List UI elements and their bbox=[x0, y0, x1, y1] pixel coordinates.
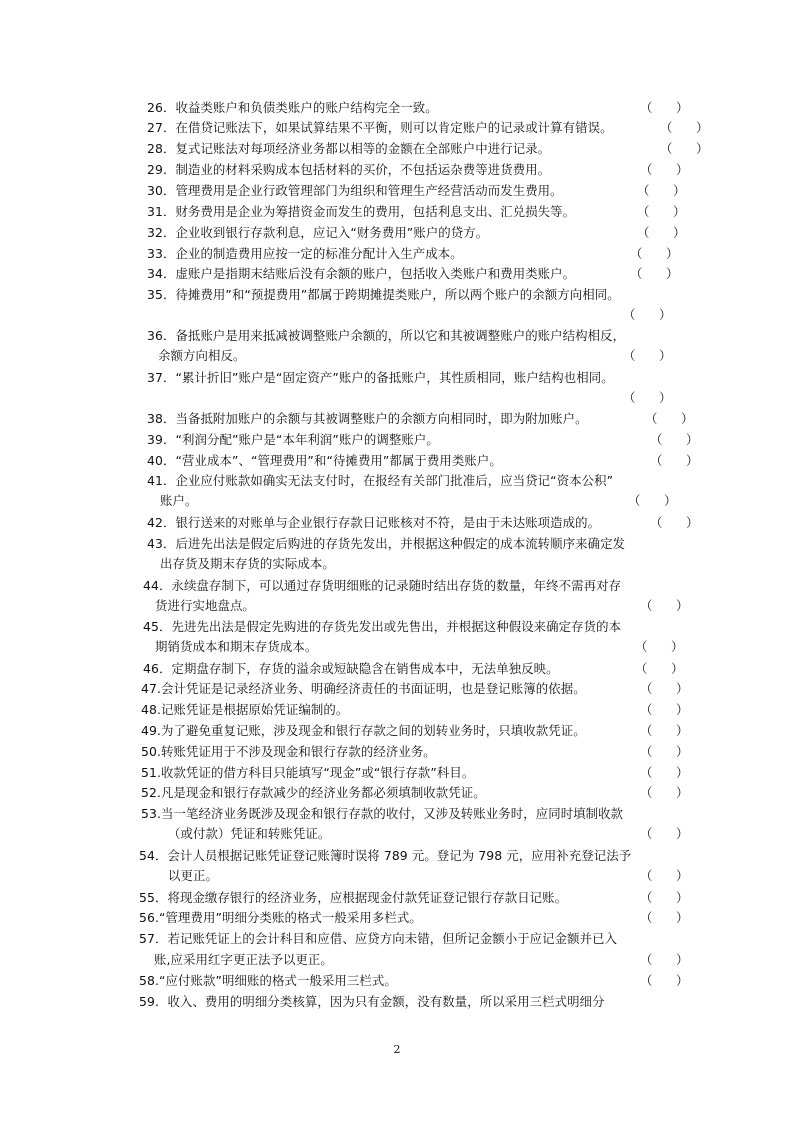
question-59-text: 59．收入、费用的明细分类核算，因为只有金额，没有数量，所以采用三栏式明细分 bbox=[139, 994, 605, 1009]
question-54-text: 54．会计人员根据记账凭证登记账簿时误将 789 元。登记为 798 元，应用补充登记法予 bbox=[139, 848, 632, 863]
question-36-line-2: 余额方向相反。 bbox=[158, 348, 246, 363]
answer-blank-56[interactable]: （ ） bbox=[640, 910, 689, 925]
question-30-text: 30．管理费用是企业行政管理部门为组织和管理生产经营活动而发生费用。 bbox=[147, 183, 563, 198]
answer-blank-29[interactable]: （ ） bbox=[640, 162, 689, 177]
question-43-line-2: 出存货及期末存货的实际成本。 bbox=[160, 556, 335, 571]
question-51-text: 51.收款凭证的借方科目只能填写“现金”或“银行存款”科目。 bbox=[141, 765, 475, 780]
answer-blank-32[interactable]: （ ） bbox=[637, 225, 686, 240]
question-52-text: 52.凡是现金和银行存款减少的经济业务都必须填制收款凭证。 bbox=[141, 785, 486, 800]
answer-blank-53[interactable]: （ ） bbox=[640, 826, 689, 841]
answer-blank-36[interactable]: （ ） bbox=[623, 348, 672, 363]
question-45-text: 45．先进先出法是假定先购进的存货先发出或先售出，并根据这种假设来确定存货的本 bbox=[143, 619, 622, 634]
answer-blank-54[interactable]: （ ） bbox=[640, 868, 689, 883]
answer-blank-45[interactable]: （ ） bbox=[635, 639, 684, 654]
question-37-text: 37．“累计折旧”账户是“固定资产”账户的备抵账户，其性质相同，账户结构也相同。 bbox=[147, 370, 614, 385]
question-57-line-2: 账,应采用红字更正法予以更正。 bbox=[154, 952, 333, 967]
question-41-text: 41．企业应付账款如确实无法支付时，在报经有关部门批准后，应当贷记“资本公积” bbox=[147, 473, 614, 488]
question-29-text: 29．制造业的材料采购成本包括材料的买价，不包括运杂费等进货费用。 bbox=[147, 162, 551, 177]
answer-blank-34[interactable]: （ ） bbox=[630, 266, 679, 281]
question-45-line-2: 期销货成本和期末存货成本。 bbox=[155, 639, 318, 654]
answer-blank-46[interactable]: （ ） bbox=[635, 661, 684, 676]
answer-blank-28[interactable]: （ ） bbox=[660, 141, 709, 156]
question-53-text: 53.当一笔经济业务既涉及现金和银行存款的收付，又涉及转账业务时，应同时填制收款 bbox=[141, 806, 624, 821]
answer-blank-57[interactable]: （ ） bbox=[640, 952, 689, 967]
answer-blank-51[interactable]: （ ） bbox=[640, 765, 689, 780]
question-33-text: 33．企业的制造费用应按一定的标准分配计入生产成本。 bbox=[147, 246, 463, 261]
question-50-text: 50.转账凭证用于不涉及现金和银行存款的经济业务。 bbox=[141, 744, 436, 759]
question-44-text: 44．永续盘存制下，可以通过存货明细账的记录随时结出存货的数量，年终不需再对存 bbox=[143, 578, 622, 593]
question-31-text: 31．财务费用是企业为筹措资金而发生的费用，包括利息支出、汇兑损失等。 bbox=[147, 204, 576, 219]
question-49-text: 49.为了避免重复记账，涉及现金和银行存款之间的划转业务时，只填收款凭证。 bbox=[141, 723, 586, 738]
question-43-text: 43．后进先出法是假定后购进的存货先发出，并根据这种假定的成本流转顺序来确定发 bbox=[147, 536, 626, 551]
question-42-text: 42．银行送来的对账单与企业银行存款日记账核对不符，是由于未达账项造成的。 bbox=[147, 515, 601, 530]
answer-blank-58[interactable]: （ ） bbox=[640, 973, 689, 988]
answer-blank-47[interactable]: （ ） bbox=[640, 681, 689, 696]
answer-blank-44[interactable]: （ ） bbox=[640, 598, 689, 613]
question-57-text: 57．若记账凭证上的会计科目和应借、应贷方向未错，但所记金额小于应记金额并已入 bbox=[139, 931, 618, 946]
answer-blank-30[interactable]: （ ） bbox=[637, 183, 686, 198]
question-58-text: 58.“应付账款”明细账的格式一般采用三栏式。 bbox=[139, 973, 397, 988]
answer-blank-49[interactable]: （ ） bbox=[640, 723, 689, 738]
answer-blank-31[interactable]: （ ） bbox=[637, 204, 686, 219]
question-36-text: 36．备抵账户是用来抵减被调整账户余额的，所以它和其被调整账户的账户结构相反， bbox=[147, 328, 626, 343]
question-35-text: 35．待摊费用”和“预提费用”都属于跨期摊提类账户，所以两个账户的余额方向相同。 bbox=[147, 287, 620, 302]
answer-blank-39[interactable]: （ ） bbox=[650, 432, 699, 447]
question-34-text: 34．虚账户是指期末结账后没有余额的账户，包括收入类账户和费用类账户。 bbox=[147, 266, 576, 281]
answer-blank-33[interactable]: （ ） bbox=[630, 246, 679, 261]
question-48-text: 48.记账凭证是根据原始凭证编制的。 bbox=[141, 702, 349, 717]
question-46-text: 46．定期盘存制下，存货的溢余或短缺隐含在销售成本中，无法单独反映。 bbox=[143, 661, 559, 676]
question-39-text: 39．“利润分配”账户是“本年利润”账户的调整账户。 bbox=[147, 432, 439, 447]
answer-blank-52[interactable]: （ ） bbox=[640, 785, 689, 800]
answer-blank-37[interactable]: （ ） bbox=[623, 390, 672, 405]
question-56-text: 56.“管理费用”明细分类账的格式一般采用多栏式。 bbox=[139, 910, 422, 925]
answer-blank-26[interactable]: （ ） bbox=[640, 100, 689, 115]
question-55-text: 55．将现金缴存银行的经济业务，应根据现金付款凭证登记银行存款日记账。 bbox=[139, 890, 568, 905]
page-number: 2 bbox=[393, 1043, 401, 1056]
question-44-line-2: 货进行实地盘点。 bbox=[155, 598, 255, 613]
question-32-text: 32．企业收到银行存款利息，应记入“财务费用”账户的贷方。 bbox=[147, 225, 489, 240]
answer-blank-35[interactable]: （ ） bbox=[623, 307, 672, 322]
question-47-text: 47.会计凭证是记录经济业务、明确经济责任的书面证明，也是登记账簿的依据。 bbox=[141, 681, 586, 696]
answer-blank-27[interactable]: （ ） bbox=[660, 120, 709, 135]
question-54-line-2: 以更正。 bbox=[168, 868, 218, 883]
question-26-text: 26．收益类账户和负债类账户的账户结构完全一致。 bbox=[147, 100, 438, 115]
answer-blank-48[interactable]: （ ） bbox=[640, 702, 689, 717]
question-38-text: 38．当备抵附加账户的余额与其被调整账户的余额方向相同时，即为附加账户。 bbox=[147, 411, 588, 426]
question-27-text: 27．在借贷记账法下，如果试算结果不平衡，则可以肯定账户的记录或计算有错误。 bbox=[147, 120, 613, 135]
question-28-text: 28．复式记账法对每项经济业务都以相等的金额在全部账户中进行记录。 bbox=[147, 141, 551, 156]
answer-blank-41[interactable]: （ ） bbox=[628, 493, 677, 508]
answer-blank-42[interactable]: （ ） bbox=[650, 515, 699, 530]
answer-blank-55[interactable]: （ ） bbox=[640, 890, 689, 905]
answer-blank-40[interactable]: （ ） bbox=[650, 453, 699, 468]
answer-blank-38[interactable]: （ ） bbox=[645, 411, 694, 426]
question-40-text: 40．“营业成本”、“管理费用”和“待摊费用”都属于费用类账户。 bbox=[147, 453, 502, 468]
answer-blank-50[interactable]: （ ） bbox=[640, 744, 689, 759]
question-41-line-2: 账户。 bbox=[160, 493, 198, 508]
question-53-line-2: （或付款）凭证和转账凭证。 bbox=[168, 826, 331, 841]
